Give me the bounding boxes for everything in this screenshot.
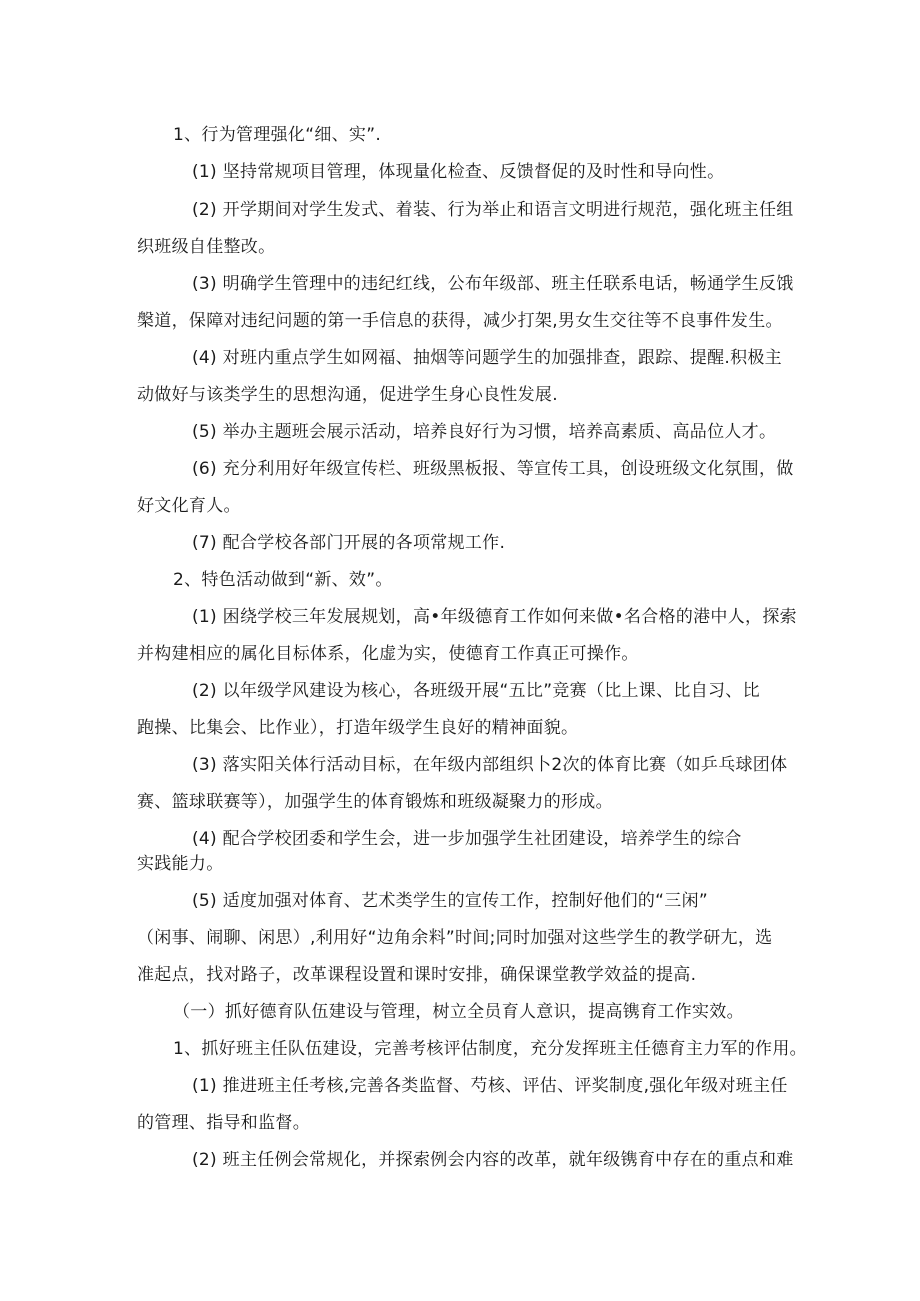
text-line: (4) 配合学校团委和学生会，进一步加强学生社团建设，培养学生的综合 [192,829,742,849]
text-line: 的管理、指导和监督。 [137,1113,310,1133]
text-line: (2) 班主任例会常规化，并探索例会内容的改革，就年级镌育中存在的重点和难 [192,1150,794,1170]
text-line: 1、抓好班主任队伍建设，完善考核评估制度，充分发挥班主任德育主力军的作用。 [173,1039,807,1059]
text-line: 好文化育人。 [137,496,241,516]
text-line: （闲事、闹聊、闲思）,利用好“边角余料”时间;同时加强对这些学生的教学研尢，选 [137,928,773,948]
text-line: (7) 配合学校各部门开展的各项常规工作. [192,533,506,553]
text-line: 并构建相应的属化目标体系，化虚为实，使德育工作真正可操作。 [137,644,639,664]
text-line: (1) 困绕学校三年发展规划，高•年级德育工作如何来做•名合格的港中人，探索 [192,607,797,627]
text-line: 赛、篮球联赛等），加强学生的体育锻炼和班级凝聚力的形成。 [137,792,613,812]
text-line: 准起点，找对路子，改革课程设置和课时安排，确保课堂教学效益的提高. [137,965,697,985]
text-line: (3) 明确学生管理中的违纪红线，公布年级部、班主任联系电话，畅通学生反饿 [192,274,794,294]
text-line: (6) 充分利用好年级宣传栏、班级黑板报、等宣传工具，创设班级文化氛围，做 [192,459,794,479]
text-line: (3) 落实阳关体行活动目标，在年级内部组织卜2次的体育比赛（如乒乓球团体 [192,755,788,775]
text-line: (1) 推进班主任考核,完善各类监督、芍核、评估、评奖制度,强化年级对班主任 [192,1076,788,1096]
text-line: (1) 坚持常规项目管理，体现量化检查、反馈督促的及时性和导向性。 [192,162,725,182]
text-line: 织班级自佳整改。 [137,237,276,257]
text-line: （一）抓好德育队伍建设与管理，树立全员育人意识，提高镌育工作实效。 [173,1002,744,1022]
text-line: 1、行为管理强化“细、实”. [173,125,382,145]
text-line: 2、特色活动做到“新、效”。 [173,570,393,590]
text-line: 实践能力。 [137,854,224,874]
text-line: 跑操、比集会、比作业），打造年级学生良好的精神面貌。 [137,718,579,738]
text-line: (4) 对班内重点学生如网福、抽烟等问题学生的加强排查，跟踪、提醒.积极主 [192,348,782,368]
text-line: 槃道，保障对违纪问题的第一手信息的获得，减少打架,男女生交往等不良事件发生。 [137,311,783,331]
text-line: (5) 适度加强对体育、艺术类学生的宣传工作，控制好他们的“三闲” [192,891,708,911]
text-line: (5) 举办主题班会展示活动，培养良好行为习惯，培养高素质、高品位人才。 [192,422,777,442]
text-line: (2) 开学期间对学生发式、着装、行为举止和语言文明进行规范，强化班主任组 [192,200,794,220]
text-line: (2) 以年级学风建设为核心，各班级开展“五比”竞赛（比上课、比自习、比 [192,681,760,701]
text-line: 动做好与该类学生的思想沟通，促进学生身心良性发展. [137,385,558,405]
